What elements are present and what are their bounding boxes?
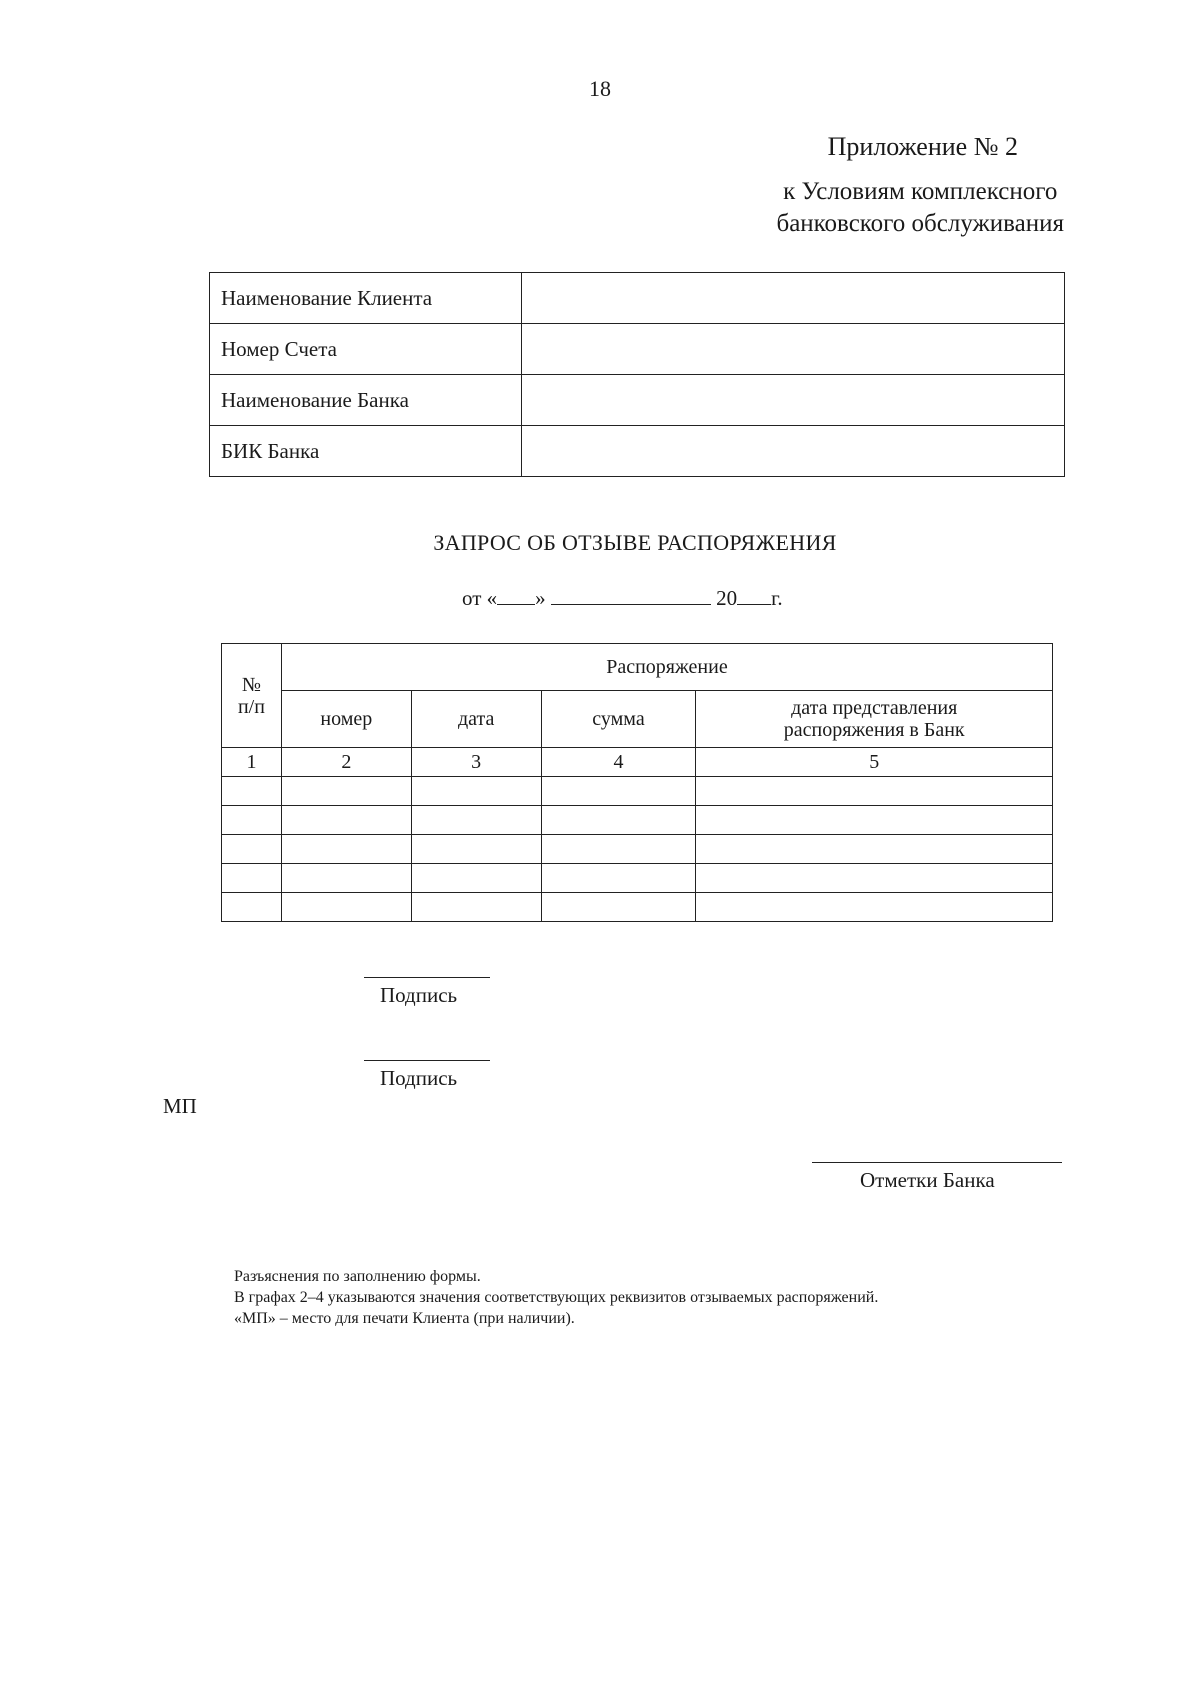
col-header-number-line2: п/п (237, 695, 265, 718)
page-number: 18 (589, 76, 611, 101)
table-cell[interactable] (222, 835, 282, 864)
table-cell[interactable] (222, 864, 282, 893)
column-number: 3 (411, 748, 541, 777)
appendix-subtitle-line2: банковского обслуживания (776, 210, 1064, 237)
bank-name-label: Наименование Банка (210, 375, 522, 426)
notes-line-3: «МП» – место для печати Клиента (при наличии). (234, 1310, 575, 1327)
col-header-number (222, 644, 282, 748)
table-cell[interactable] (281, 864, 411, 893)
table-cell[interactable] (411, 777, 541, 806)
month-blank[interactable] (551, 585, 711, 605)
orders-table (221, 643, 1053, 922)
client-info-table (209, 272, 1065, 477)
table-row (222, 777, 1053, 806)
appendix-subtitle (776, 176, 1064, 240)
table-cell[interactable] (541, 777, 696, 806)
client-row-account (210, 324, 1065, 375)
signature-line-2[interactable] (364, 1060, 490, 1061)
col-header-submit-date-line1: дата представления (791, 697, 958, 719)
column-number: 5 (696, 748, 1053, 777)
table-cell[interactable] (281, 835, 411, 864)
column-numbers-row (222, 748, 1053, 777)
table-cell[interactable] (696, 893, 1053, 922)
appendix-subtitle-line1: к Условиям комплексного (783, 178, 1058, 205)
account-number-field[interactable] (522, 324, 1065, 375)
table-cell[interactable] (541, 893, 696, 922)
bank-bic-label: БИК Банка (210, 426, 522, 477)
table-cell[interactable] (222, 777, 282, 806)
client-row-bic (210, 426, 1065, 477)
client-row-name (210, 273, 1065, 324)
client-name-label: Наименование Клиента (210, 273, 522, 324)
signature-line-1[interactable] (364, 977, 490, 978)
signature-label-1: Подпись (380, 983, 458, 1007)
table-cell[interactable] (281, 806, 411, 835)
col-header-number-line1: № (241, 673, 261, 696)
table-cell[interactable] (411, 806, 541, 835)
col-header-order-number: номер (281, 691, 411, 748)
filling-notes (234, 1266, 878, 1329)
bank-bic-field[interactable] (522, 426, 1065, 477)
table-cell[interactable] (541, 806, 696, 835)
date-prefix: от « (462, 586, 498, 610)
table-row (222, 835, 1053, 864)
table-row (222, 893, 1053, 922)
table-cell[interactable] (541, 864, 696, 893)
orders-header-row (222, 644, 1053, 691)
table-row (222, 806, 1053, 835)
col-group-order: Распоряжение (281, 644, 1052, 691)
table-cell[interactable] (696, 806, 1053, 835)
col-header-submit-date-line2: распоряжения в Банк (783, 719, 965, 741)
table-cell[interactable] (281, 893, 411, 922)
appendix-title: Приложение № 2 (827, 132, 1018, 161)
date-mid: » (535, 586, 546, 610)
notes-line-2: В графах 2–4 указываются значения соответствующих реквизитов отзываемых распоряжений. (234, 1289, 879, 1306)
client-name-field[interactable] (522, 273, 1065, 324)
request-date (462, 585, 783, 611)
table-row (222, 864, 1053, 893)
account-number-label: Номер Счета (210, 324, 522, 375)
year-prefix: 20 (716, 586, 738, 610)
table-cell[interactable] (411, 893, 541, 922)
table-cell[interactable] (411, 864, 541, 893)
table-cell[interactable] (696, 864, 1053, 893)
bank-marks-line[interactable] (812, 1162, 1062, 1163)
year-blank[interactable] (737, 585, 771, 605)
table-cell[interactable] (696, 835, 1053, 864)
column-number: 1 (222, 748, 282, 777)
column-number: 4 (541, 748, 696, 777)
table-cell[interactable] (222, 806, 282, 835)
signature-label-2: Подпись (380, 1066, 458, 1090)
table-cell[interactable] (222, 893, 282, 922)
col-header-date: дата (411, 691, 541, 748)
bank-marks-label: Отметки Банка (860, 1168, 995, 1192)
column-number: 2 (281, 748, 411, 777)
stamp-place-label: МП (163, 1094, 197, 1118)
table-cell[interactable] (541, 835, 696, 864)
bank-name-field[interactable] (522, 375, 1065, 426)
table-cell[interactable] (411, 835, 541, 864)
col-header-amount: сумма (541, 691, 696, 748)
col-header-submit-date (696, 691, 1053, 748)
notes-line-1: Разъяснения по заполнению формы. (234, 1268, 481, 1285)
year-suffix: г. (771, 586, 783, 610)
table-cell[interactable] (281, 777, 411, 806)
day-blank[interactable] (497, 585, 535, 605)
orders-subheader-row (222, 691, 1053, 748)
request-title: ЗАПРОС ОБ ОТЗЫВЕ РАСПОРЯЖЕНИЯ (433, 530, 837, 555)
table-cell[interactable] (696, 777, 1053, 806)
client-row-bank (210, 375, 1065, 426)
